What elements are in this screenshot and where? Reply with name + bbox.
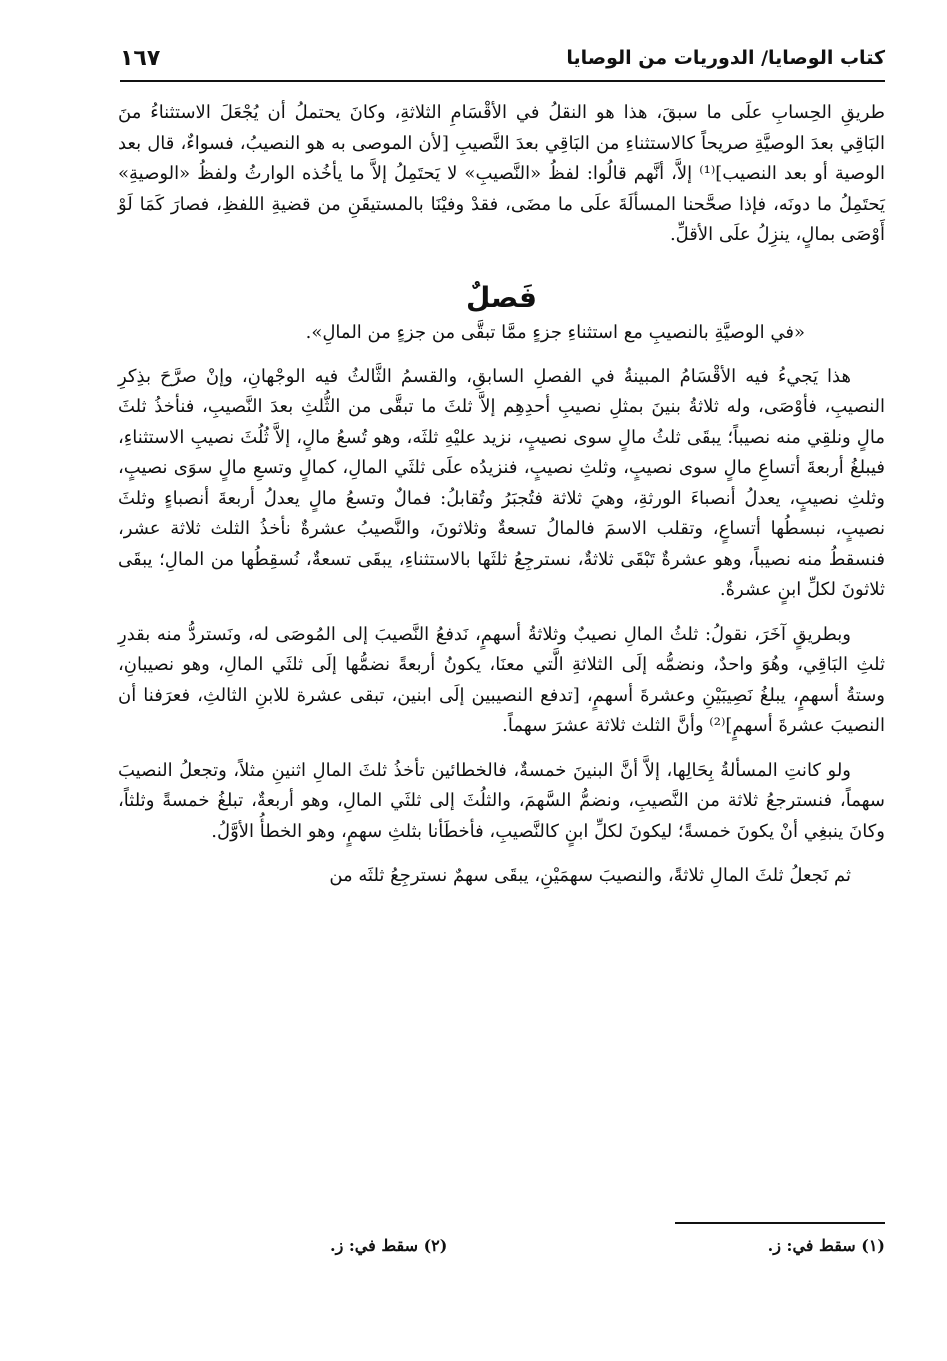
footnotes: [330, 1236, 885, 1255]
running-header: [120, 36, 885, 82]
footnote-2: (٢) سقط في: ز.: [330, 1236, 448, 1255]
header-title: كتاب الوصايا/ الدوريات من الوصايا: [566, 47, 885, 69]
paragraph-1: هذا يَجيءُ فيه الأقْسَامُ المبينةُ في الفصلِ السابقِ، والقسمُ الثَّالثُ فيه الوجْهانِ، وإنْ صرَّحَ بذِكرِ النصيبِ، فأوْصَى، وله ثلاثةُ بنينَ بمثلِ نصيبِ أحدِهِم إلاَّ ثلثَ ما تبقَّى من الثُّلثِ بعدَ النَّصيبِ، فنأخذُ ثلثَ مالٍ ونلقِي منه نصيباً؛ يبقَى ثلثُ مالٍ سوى نصيبٍ، نزيد عليْهِ ثلثَه، وهو تُسعُ مالٍ، إلاَّ ثُلُثَ نصيبِ الاستثناءِ، فيبلغُ أربعةَ أتساعِ مالٍ سوى نصيبٍ، وثلثِ نصيبٍ، فنزيدُه علَى ثلثَي المالِ، كمالٍ وتسعِ مالٍ سوَى نصيبٍ، وثلثِ نصيبٍ، يعدلُ أنصباءَ الورثةِ، وهيَ ثلاثة فتُجبَرُ وتُقابلُ: فمالٌ وتسعُ مالٍ يعدلُ أربعةَ أنصباءٍ وثلثَ نصيبٍ، نبسطُها أتساعٍ، وتقلب الاسمَ فالمالُ تسعةٌ وثلاثونَ، والنَّصيبُ عشرةٌ نأخذُ الثلث ثلاثة عشر، فنسقطُ منه نصيباً، وهو عشرةٌ تَبْقَى ثلاثةٌ، نسترجِعُ ثلثَها بالاستثناءِ، يبقَى تسعةٌ، نُسقِطُها من المالِ؛ يبقَى ثلاثونَ لكلِّ ابنٍ عشرةٌ.: [118, 365, 885, 600]
paragraph-continuation: طريقِ الحِسابِ علَى ما سبقَ، هذا هو النقلُ في الأقْسَامِ الثلاثةِ، وكانَ يحتملُ أن يُجْعَلَ الاستثناءُ منَ البَاقِي بعدَ الوصيَّةِ صريحاً كالاستثناءِ من البَاقِي بعدَ النَّصيبِ [لأن الموصى به هو النصيبُ، فسواءٌ، قال بعد الوصية أو بعد النصيب]⁽¹⁾ إلاَّ، أنَّهم قالُوا: لفظُ «النَّصيبِ» لا يَحتَمِلُ إلاَّ ما يأخُذه الوارثُ ولفظُ «الوصيةِ» يَحتَمِلُ ما دونَه، فإذا صحَّحنا المسألَةَ علَى ما مضَى، فقدْ وفيْنَا بالمستيقَنِ من قضيةِ اللفظِ، فصارَ كَمَا لَوْ أَوْصَى بمالٍ، ينزِلُ علَى الأقلِّ.: [118, 102, 885, 245]
section-heading: فَصلٌ: [466, 280, 537, 314]
paragraph-2: وبطريقٍ آخَرَ، نقولُ: ثلثُ المالِ نصيبٌ وثلاثةُ أسهمٍ، نَدفعُ النَّصيبَ إلى المُوصَى له، ونَستردُّ منه بقدرِ ثلثِ البَاقِي، وهُوَ واحدٌ، ونضمُّه إلَى الثلاثةِ الَّتي معنَا، يكونُ أربعةً نضمُّها إلَى ثلثَي المالِ، وهو نصيبانِ، وستةُ أسهمٍ، يبلغُ نَصِيبَيْنِ وعشرةَ أسهمٍ، [تدفع النصيبين إلَى ابنين، تبقى عشرة للابنِ الثالثِ، فعرَفنا أن النصيبَ عشرةَ أسهمٍ]⁽²⁾ وأنَّ الثلث ثلاثة عشرَ سهماً.: [118, 623, 885, 736]
footnote-1: (١) سقط في: ز.: [767, 1236, 885, 1255]
paragraph-3: ولو كانتِ المسألةُ بِحَالِها، إلاَّ أنَّ البنينَ خمسةٌ، فالخطائين تأخذُ ثلثَ المالِ اثنينِ مثلاً، وتجعلُ النصيبَ سهماً، فنسترجعُ ثلاثة من النَّصيبِ، ونضمُّ السَّهمَ، والثلُثَ إلى ثلثَي المالِ، وهو أربعةٌ، تبلغُ خمسةً وثلثاً، وكانَ ينبغِي أنْ يكونَ خمسةً؛ ليكونَ لكلِّ ابنٍ كالنَّصيبِ، فأخطَأنا بثلثِ سهمٍ، وهو الخطأُ الأوَّلُ.: [118, 759, 885, 842]
section-subtitle: «في الوصيَّةِ بالنصيبِ مع استثناءِ جزءٍ ممَّا تبقَّى من جزءٍ من المالِ».: [305, 321, 805, 343]
footnote-separator: [675, 1222, 885, 1224]
page-body: [118, 98, 885, 896]
paragraph-4: ثم نَجعلُ ثلثَ المالِ ثلاثةً، والنصيبَ سهمَيْنِ، يبقَى سهمٌ نسترجِعُ ثلثَه من: [329, 865, 851, 886]
page-number: ١٦٧: [120, 45, 161, 71]
